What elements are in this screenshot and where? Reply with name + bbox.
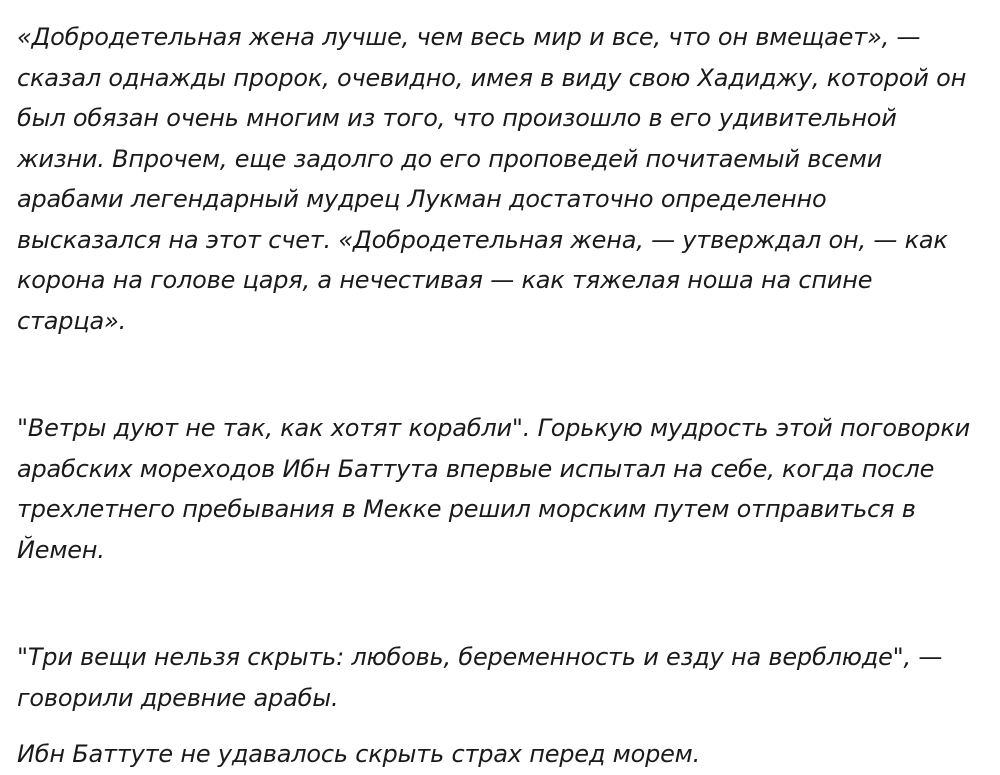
article-body [17,17,977,775]
paragraph-fear-of-sea: Ибн Баттуте не удавалось скрыть страх перед морем. [17,740,701,768]
paragraph-virtuous-wife: «Добродетельная жена лучше, чем весь мир и все, что он вмещает», — сказал однажды пророк, очевидно, имея в виду свою Хадиджу, которой он был обязан очень многим из того, что произошло в его удивительной жизни. Впрочем, еще задолго до его проповедей почитаемый всеми арабами легендарный мудрец Лукман достаточно определенно высказался на этот счет. «Добродетельная жена, — утверждал он, — как корона на голове царя, а нечестивая — как тяжелая ноша на спине старца». [17,23,967,335]
paragraph-winds-proverb: "Ветры дуют не так, как хотят корабли". Горькую мудрость этой поговорки арабских мореходов Ибн Баттута впервые испытал на себе, когда после трехлетнего пребывания в Мекке решил морским путем отправиться в Йемен. [17,414,971,564]
paragraph-three-things: "Три вещи нельзя скрыть: любовь, беременность и езду на верблюде", — говорили древние арабы. [17,643,943,712]
